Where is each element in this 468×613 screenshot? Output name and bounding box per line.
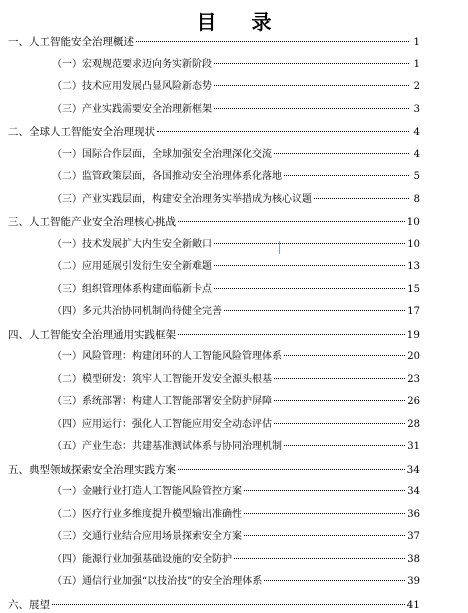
dot-leader: [214, 108, 409, 109]
toc-page-number: 34: [407, 486, 420, 497]
toc-page-number: 15: [407, 283, 420, 295]
toc-page-number: 20: [407, 351, 420, 362]
toc-section-entry[interactable]: [52, 193, 420, 207]
toc-page-number: 28: [407, 418, 420, 430]
toc-page-number: 36: [407, 508, 420, 520]
text-cursor: [279, 241, 280, 254]
dot-leader: [214, 288, 405, 289]
toc-page-number: 31: [407, 441, 420, 452]
dot-leader: [244, 513, 405, 514]
dot-leader: [284, 175, 409, 176]
toc-page-number: 13: [407, 261, 420, 272]
dot-leader: [214, 63, 409, 64]
dot-leader: [274, 400, 405, 401]
toc-entry-title: （三）交通行业结合应用场景探索安全方案: [52, 531, 242, 542]
toc-entry-title: （四）能源行业加强基础设施的安全防护: [52, 553, 232, 565]
dot-leader: [274, 378, 405, 379]
toc-entry-title: （五）通信行业加强“以技治技”的安全治理体系: [52, 576, 263, 587]
toc-entry-title: （四）多元共治协同机制尚待健全完善: [52, 306, 222, 317]
toc-page-number: 10: [407, 238, 420, 250]
toc-entry-title: （二）技术应用发展凸显风险新态势: [52, 81, 212, 92]
toc-chapter-entry[interactable]: [8, 598, 420, 612]
toc-page-number: 3: [413, 103, 420, 115]
toc-section-entry[interactable]: [52, 283, 420, 297]
toc-entry-title: 三、人工智能产业安全治理核心挑战: [8, 216, 176, 228]
toc-page-number: 10: [406, 216, 420, 228]
toc-entry-title: （三）产业实践层面，构建安全治理务实举措成为核心议题: [52, 193, 312, 205]
toc-section-entry[interactable]: [52, 575, 420, 589]
dot-leader: [274, 423, 405, 424]
dot-leader: [178, 469, 405, 470]
toc-section-entry[interactable]: [52, 80, 420, 94]
toc-page-number: 4: [413, 148, 420, 160]
toc-section-entry[interactable]: [52, 440, 420, 454]
dot-leader: [157, 131, 409, 132]
dot-leader: [214, 243, 405, 244]
toc-section-entry[interactable]: [52, 350, 420, 364]
dot-leader: [178, 221, 405, 222]
toc-page-number: 1: [413, 36, 420, 48]
toc-entry-title: （二）模型研发：筑牢人工智能开发安全源头根基: [52, 373, 272, 385]
toc-section-entry[interactable]: [52, 170, 420, 184]
toc-entry-title: （一）国际合作层面，全球加强安全治理深化交流: [52, 148, 272, 160]
dot-leader: [214, 265, 405, 266]
toc-entry-title: （一）宏观规范要求迈向务实新阶段: [52, 58, 212, 70]
toc-section-entry[interactable]: [52, 395, 420, 409]
toc-page-number: 34: [406, 463, 420, 476]
toc-entry-title: 六、展望: [8, 598, 50, 611]
toc-page-number: 37: [407, 531, 420, 542]
toc-page-number: 1: [413, 58, 420, 70]
toc-chapter-entry[interactable]: [8, 328, 420, 342]
toc-page-number: 4: [413, 126, 420, 138]
toc-section-entry[interactable]: [52, 418, 420, 432]
toc-entry-title: （一）技术发展扩大内生安全新敞口: [52, 238, 212, 250]
toc-chapter-entry[interactable]: [8, 35, 420, 49]
toc-page-number: 23: [407, 373, 420, 385]
toc-page-number: 17: [407, 306, 420, 317]
toc-entry-title: 一、人工智能安全治理概述: [8, 36, 134, 48]
toc-section-entry[interactable]: [52, 508, 420, 522]
dot-leader: [178, 334, 405, 335]
dot-leader: [284, 355, 405, 356]
dot-leader: [234, 558, 405, 559]
toc-section-entry[interactable]: [52, 553, 420, 567]
toc-entry-title: （二）医疗行业多维度提升模型输出准确性: [52, 508, 242, 520]
toc-section-entry[interactable]: [52, 485, 420, 499]
toc-page-number: 2: [413, 81, 420, 92]
dot-leader: [284, 445, 405, 446]
dot-leader: [274, 153, 409, 154]
toc-section-entry[interactable]: [52, 305, 420, 319]
dot-leader: [136, 41, 409, 42]
toc-chapter-entry[interactable]: [8, 215, 420, 229]
toc-section-entry[interactable]: [52, 530, 420, 544]
dot-leader: [52, 604, 405, 605]
toc-entry-title: （三）组织管理体系构建面临新卡点: [52, 283, 212, 295]
toc-entry-title: （五）产业生态：共建基准测试体系与协同治理机制: [52, 441, 282, 452]
page-title: 目 录: [196, 10, 286, 34]
toc-page-number: 26: [407, 396, 420, 407]
dot-leader: [244, 490, 405, 491]
dot-leader: [224, 310, 405, 311]
toc-entry-title: （二）监管政策层面，各国推动安全治理体系化落地: [52, 171, 282, 182]
toc-page-number: 8: [413, 193, 420, 205]
toc-entry-title: 四、人工智能安全治理通用实践框架: [8, 328, 176, 341]
toc-entry-title: （一）风险管理：构建闭环的人工智能风险管理体系: [52, 351, 282, 362]
toc-entry-title: （二）应用延展引发衍生安全新难题: [52, 261, 212, 272]
dot-leader: [244, 535, 405, 536]
toc-section-entry[interactable]: [52, 238, 420, 252]
toc-entry-title: （四）应用运行：强化人工智能应用安全动态评估: [52, 418, 272, 430]
toc-section-entry[interactable]: [52, 58, 420, 72]
toc-page-number: 5: [413, 171, 420, 182]
toc-page-number: 41: [406, 598, 420, 611]
toc-section-entry[interactable]: [52, 148, 420, 162]
toc-chapter-entry[interactable]: [8, 463, 420, 477]
toc-page-number: 19: [406, 328, 420, 341]
toc-page-number: 38: [407, 553, 420, 565]
toc-entry-title: 五、典型领域探索安全治理实践方案: [8, 463, 176, 476]
toc-section-entry[interactable]: [52, 373, 420, 387]
toc-entry-title: 二、全球人工智能安全治理现状: [8, 126, 155, 138]
toc-page-number: 39: [407, 576, 420, 587]
toc-entry-title: （一）金融行业打造人工智能风险管控方案: [52, 486, 242, 497]
toc-section-entry[interactable]: [52, 103, 420, 117]
toc-section-entry[interactable]: [52, 260, 420, 274]
dot-leader: [214, 85, 409, 86]
dot-leader: [314, 198, 409, 199]
toc-chapter-entry[interactable]: [8, 125, 420, 139]
dot-leader: [264, 580, 405, 581]
toc-entry-title: （三）产业实践需要安全治理新框架: [52, 103, 212, 115]
toc-entry-title: （三）系统部署：构建人工智能部署安全防护屏障: [52, 396, 272, 407]
